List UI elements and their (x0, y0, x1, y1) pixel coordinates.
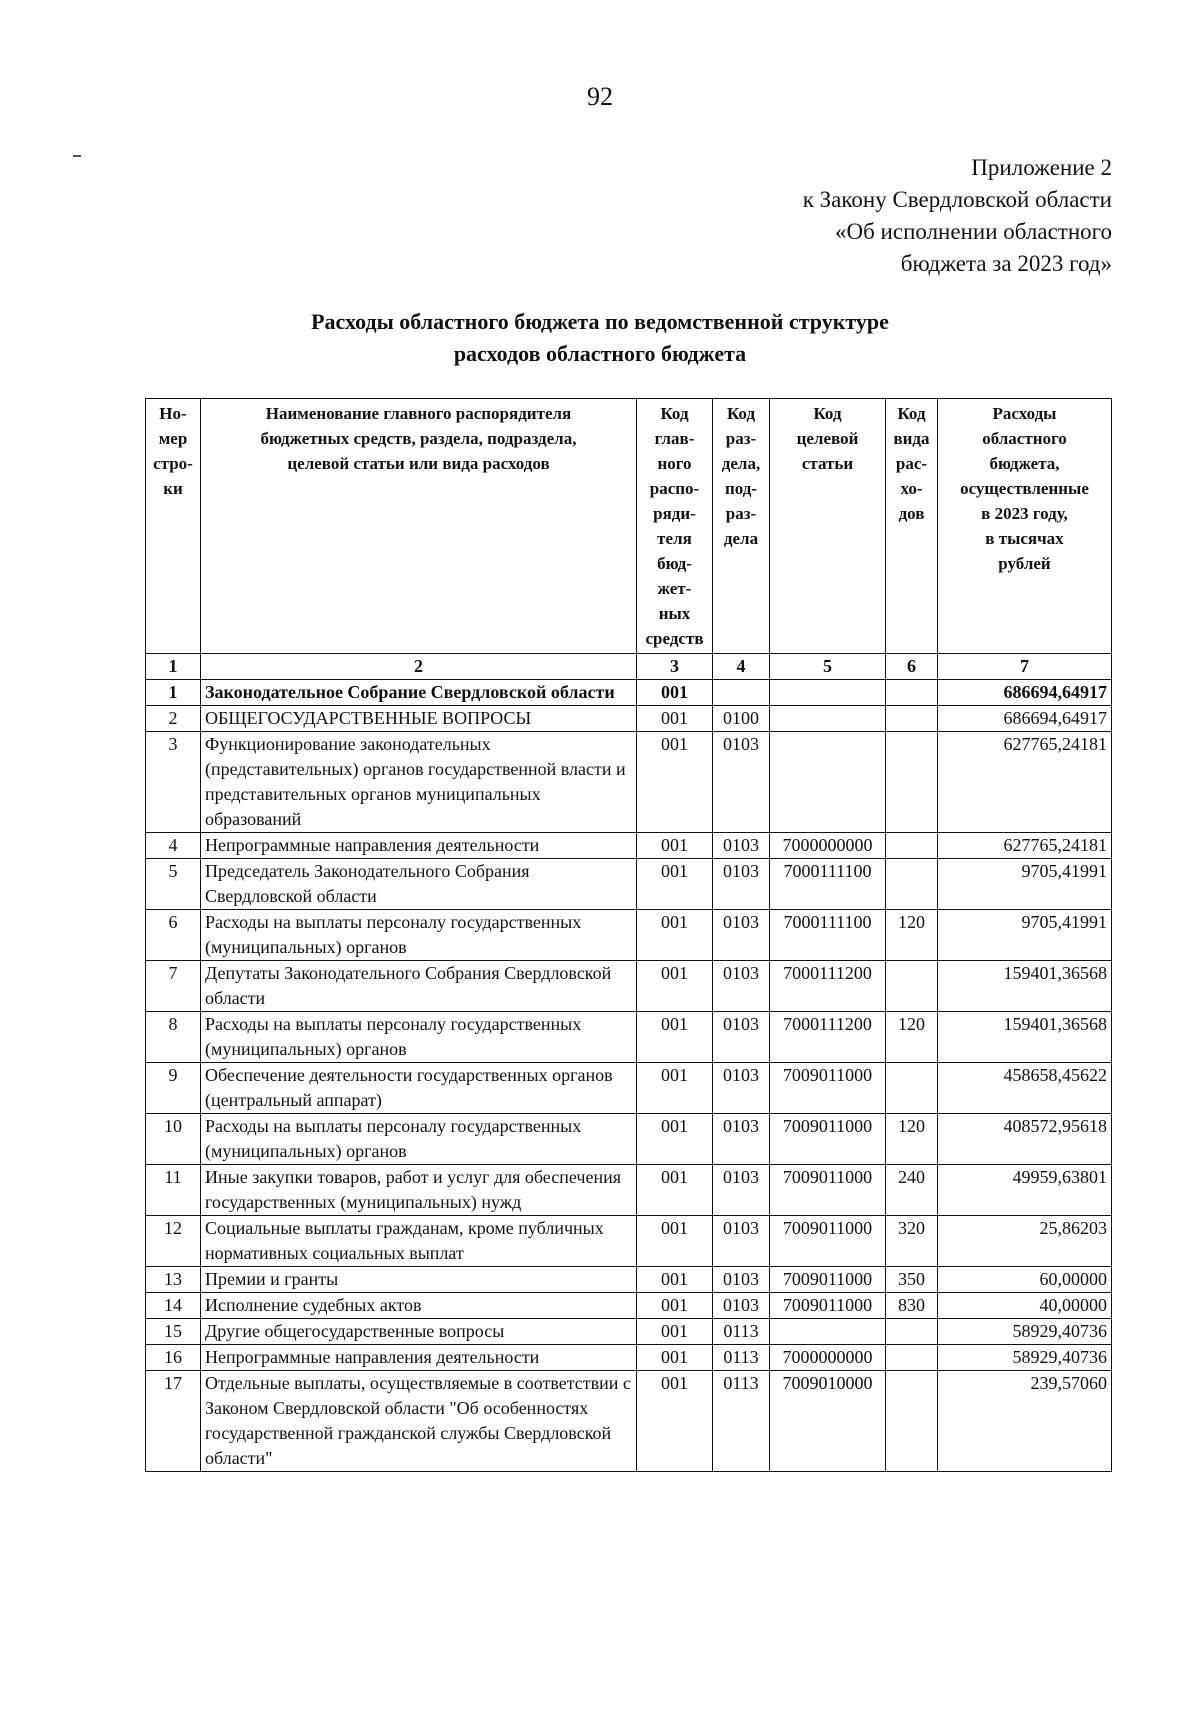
column-number: 6 (886, 654, 938, 680)
row-section-code: 0103 (713, 1012, 770, 1063)
row-expense-type-code: 120 (886, 910, 938, 961)
row-section-code: 0113 (713, 1345, 770, 1371)
row-number: 3 (146, 732, 201, 833)
row-number: 2 (146, 706, 201, 732)
appendix-line-4: бюджета за 2023 год» (900, 251, 1112, 276)
row-expense-type-code (886, 680, 938, 706)
row-expense-type-code (886, 961, 938, 1012)
table-row (146, 680, 1112, 706)
column-number: 7 (938, 654, 1112, 680)
row-section-code: 0103 (713, 1063, 770, 1114)
table-row (146, 1012, 1112, 1063)
row-amount: 49959,63801 (938, 1165, 1112, 1216)
row-gr-code: 001 (637, 1293, 713, 1319)
row-target-code: 7009011000 (770, 1063, 886, 1114)
table-row (146, 1114, 1112, 1165)
row-section-code: 0113 (713, 1371, 770, 1472)
row-expense-type-code (886, 706, 938, 732)
row-gr-code: 001 (637, 706, 713, 732)
row-section-code: 0103 (713, 732, 770, 833)
row-name: Премии и гранты (201, 1267, 637, 1293)
table-row (146, 1063, 1112, 1114)
row-name: Расходы на выплаты персоналу государственных (муниципальных) органов (201, 1114, 637, 1165)
row-expense-type-code (886, 1345, 938, 1371)
row-target-code: 7000111100 (770, 910, 886, 961)
row-number: 13 (146, 1267, 201, 1293)
row-expense-type-code: 350 (886, 1267, 938, 1293)
row-section-code: 0103 (713, 833, 770, 859)
row-gr-code: 001 (637, 1371, 713, 1472)
header-section-code: Код раз- дела, под- раз- дела (713, 399, 770, 654)
row-name: Законодательное Собрание Свердловской области (201, 680, 637, 706)
row-expense-type-code: 320 (886, 1216, 938, 1267)
row-amount: 9705,41991 (938, 859, 1112, 910)
row-name: Депутаты Законодательного Собрания Свердловской области (201, 961, 637, 1012)
row-expense-type-code: 120 (886, 1114, 938, 1165)
column-number: 1 (146, 654, 201, 680)
table-row (146, 1216, 1112, 1267)
row-number: 11 (146, 1165, 201, 1216)
row-target-code: 7000111200 (770, 1012, 886, 1063)
column-number: 4 (713, 654, 770, 680)
row-amount: 458658,45622 (938, 1063, 1112, 1114)
row-amount: 58929,40736 (938, 1319, 1112, 1345)
row-gr-code: 001 (637, 1114, 713, 1165)
row-gr-code: 001 (637, 1319, 713, 1345)
row-gr-code: 001 (637, 1267, 713, 1293)
row-name: Расходы на выплаты персоналу государственных (муниципальных) органов (201, 1012, 637, 1063)
row-name: Непрограммные направления деятельности (201, 833, 637, 859)
row-number: 16 (146, 1345, 201, 1371)
row-expense-type-code (886, 732, 938, 833)
header-target-code: Код целевой статьи (770, 399, 886, 654)
row-name: ОБЩЕГОСУДАРСТВЕННЫЕ ВОПРОСЫ (201, 706, 637, 732)
row-name: Председатель Законодательного Собрания Свердловской области (201, 859, 637, 910)
row-section-code: 0103 (713, 859, 770, 910)
table-row (146, 1371, 1112, 1472)
row-expense-type-code: 120 (886, 1012, 938, 1063)
row-name: Отдельные выплаты, осуществляемые в соответствии с Законом Свердловской области "Об особенностях государственной гражданской службы Свердловской области" (201, 1371, 637, 1472)
row-number: 1 (146, 680, 201, 706)
row-amount: 25,86203 (938, 1216, 1112, 1267)
row-target-code: 7000111100 (770, 859, 886, 910)
row-amount: 40,00000 (938, 1293, 1112, 1319)
row-number: 15 (146, 1319, 201, 1345)
row-name: Обеспечение деятельности государственных органов (центральный аппарат) (201, 1063, 637, 1114)
row-target-code: 7000000000 (770, 833, 886, 859)
row-gr-code: 001 (637, 1216, 713, 1267)
table-row (146, 961, 1112, 1012)
row-amount: 9705,41991 (938, 910, 1112, 961)
table-row (146, 1267, 1112, 1293)
row-gr-code: 001 (637, 1012, 713, 1063)
row-number: 14 (146, 1293, 201, 1319)
row-amount: 159401,36568 (938, 1012, 1112, 1063)
column-number: 2 (201, 654, 637, 680)
row-name: Непрограммные направления деятельности (201, 1345, 637, 1371)
header-amount: Расходы областного бюджета, осуществленные в 2023 году, в тысячах рублей (938, 399, 1112, 654)
row-target-code: 7009011000 (770, 1114, 886, 1165)
row-target-code: 7009010000 (770, 1371, 886, 1472)
row-amount: 408572,95618 (938, 1114, 1112, 1165)
appendix-line-3: «Об исполнении областного (835, 219, 1112, 244)
row-target-code: 7000000000 (770, 1345, 886, 1371)
row-gr-code: 001 (637, 1063, 713, 1114)
row-amount: 627765,24181 (938, 732, 1112, 833)
table-row (146, 859, 1112, 910)
row-gr-code: 001 (637, 859, 713, 910)
row-section-code (713, 680, 770, 706)
row-section-code: 0103 (713, 1165, 770, 1216)
table-header-row (146, 399, 1112, 654)
row-name: Другие общегосударственные вопросы (201, 1319, 637, 1345)
table-row (146, 1345, 1112, 1371)
row-name: Исполнение судебных актов (201, 1293, 637, 1319)
page-number: 92 (587, 82, 613, 111)
column-number: 5 (770, 654, 886, 680)
row-expense-type-code (886, 1371, 938, 1472)
table-row (146, 1319, 1112, 1345)
title-line-2: расходов областного бюджета (453, 341, 747, 366)
row-amount: 159401,36568 (938, 961, 1112, 1012)
row-expense-type-code: 240 (886, 1165, 938, 1216)
table-body (146, 680, 1112, 1472)
table-row (146, 706, 1112, 732)
row-amount: 239,57060 (938, 1371, 1112, 1472)
row-amount: 686694,64917 (938, 680, 1112, 706)
table-row (146, 833, 1112, 859)
appendix-line-1: Приложение 2 (971, 155, 1112, 180)
row-number: 10 (146, 1114, 201, 1165)
table-row (146, 1165, 1112, 1216)
row-gr-code: 001 (637, 961, 713, 1012)
row-number: 8 (146, 1012, 201, 1063)
row-number: 12 (146, 1216, 201, 1267)
row-section-code: 0103 (713, 1293, 770, 1319)
row-target-code: 7009011000 (770, 1165, 886, 1216)
title-line-1: Расходы областного бюджета по ведомственной структуре (311, 309, 889, 334)
row-number: 4 (146, 833, 201, 859)
row-amount: 58929,40736 (938, 1345, 1112, 1371)
row-target-code: 7009011000 (770, 1293, 886, 1319)
row-expense-type-code (886, 1063, 938, 1114)
row-expense-type-code (886, 859, 938, 910)
row-target-code: 7009011000 (770, 1267, 886, 1293)
budget-table (145, 398, 1112, 1472)
row-expense-type-code (886, 833, 938, 859)
row-section-code: 0113 (713, 1319, 770, 1345)
header-row-number: Но- мер стро- ки (146, 399, 201, 654)
row-expense-type-code (886, 1319, 938, 1345)
table-row (146, 910, 1112, 961)
row-section-code: 0103 (713, 910, 770, 961)
row-name: Социальные выплаты гражданам, кроме публичных нормативных социальных выплат (201, 1216, 637, 1267)
row-section-code: 0100 (713, 706, 770, 732)
row-name: Иные закупки товаров, работ и услуг для обеспечения государственных (муниципальных) нужд (201, 1165, 637, 1216)
row-gr-code: 001 (637, 910, 713, 961)
row-section-code: 0103 (713, 1114, 770, 1165)
row-section-code: 0103 (713, 1216, 770, 1267)
row-amount: 627765,24181 (938, 833, 1112, 859)
row-number: 7 (146, 961, 201, 1012)
row-number: 17 (146, 1371, 201, 1472)
document-title (0, 306, 1200, 370)
row-target-code (770, 1319, 886, 1345)
appendix-block (803, 152, 1112, 280)
row-section-code: 0103 (713, 1267, 770, 1293)
header-expense-type-code: Код вида рас- хо- дов (886, 399, 938, 654)
row-gr-code: 001 (637, 680, 713, 706)
row-name: Функционирование законодательных (представительных) органов государственной власти и представительных органов муниципальных образований (201, 732, 637, 833)
row-gr-code: 001 (637, 833, 713, 859)
row-expense-type-code: 830 (886, 1293, 938, 1319)
row-number: 9 (146, 1063, 201, 1114)
scan-mark (73, 155, 81, 157)
row-gr-code: 001 (637, 1345, 713, 1371)
row-target-code (770, 706, 886, 732)
table-row (146, 732, 1112, 833)
row-gr-code: 001 (637, 732, 713, 833)
column-number: 3 (637, 654, 713, 680)
header-gr-code: Код глав- ного распо- ряди- теля бюд- жет- ных средств (637, 399, 713, 654)
table-row (146, 1293, 1112, 1319)
row-amount: 60,00000 (938, 1267, 1112, 1293)
row-target-code: 7000111200 (770, 961, 886, 1012)
header-name: Наименование главного распорядителя бюджетных средств, раздела, подраздела, целевой статьи или вида расходов (201, 399, 637, 654)
appendix-line-2: к Закону Свердловской области (802, 187, 1112, 212)
row-amount: 686694,64917 (938, 706, 1112, 732)
row-number: 5 (146, 859, 201, 910)
row-section-code: 0103 (713, 961, 770, 1012)
row-target-code (770, 732, 886, 833)
row-target-code (770, 680, 886, 706)
row-number: 6 (146, 910, 201, 961)
column-number-row (146, 654, 1112, 680)
row-target-code: 7009011000 (770, 1216, 886, 1267)
row-gr-code: 001 (637, 1165, 713, 1216)
row-name: Расходы на выплаты персоналу государственных (муниципальных) органов (201, 910, 637, 961)
